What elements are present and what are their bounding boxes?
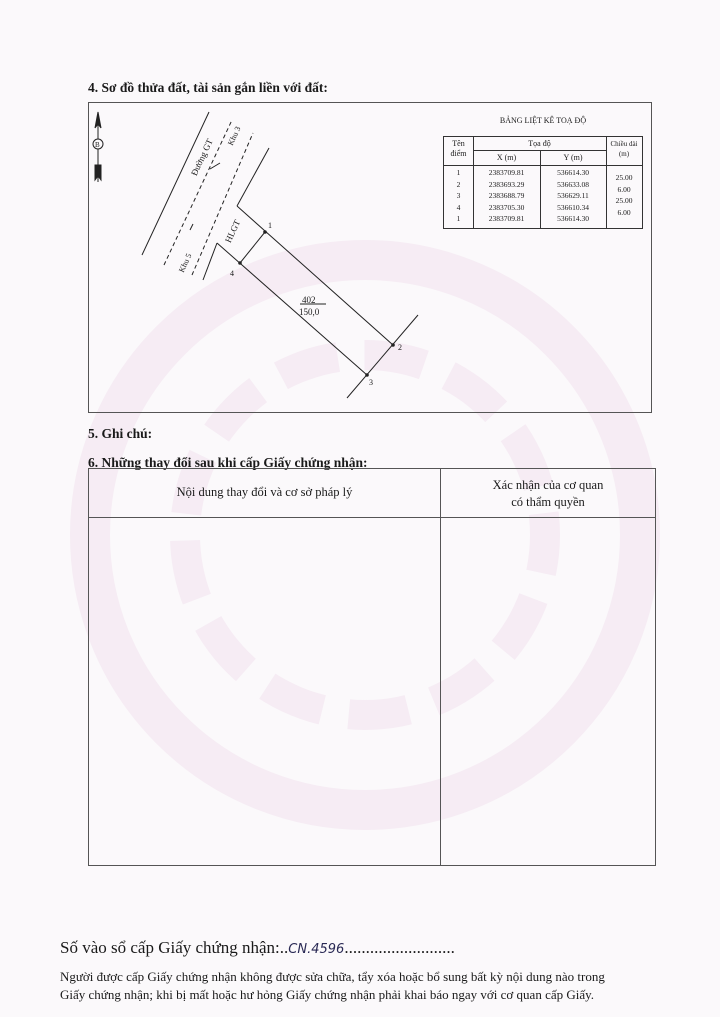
- coord-cell-point: 1: [456, 214, 461, 223]
- coord-cell-x: 2383709.81: [488, 214, 525, 223]
- direction-khu5: Khu 5: [177, 252, 194, 274]
- changes-table: [88, 468, 656, 866]
- col-header-content: Nội dung thay đổi và cơ sở pháp lý: [176, 485, 353, 499]
- coord-cell-length: 6.00: [617, 207, 631, 217]
- coord-cell-x: 2383688.79: [488, 191, 525, 200]
- direction-khu3: Khu 3: [226, 125, 243, 147]
- coord-cell-point: 3: [456, 191, 461, 200]
- point-marker-2: [391, 343, 395, 347]
- parcel-edge-2-3: [347, 315, 418, 398]
- coord-cell-y: 536610.34: [557, 202, 589, 212]
- coord-cell-point: 4: [456, 202, 461, 212]
- parcel-edge-1-2: [237, 206, 393, 345]
- point-marker-4: [238, 261, 242, 265]
- road-label: Đường GT: [189, 137, 215, 178]
- notice-line-1: Người được cấp Giấy chứng nhận không được sửa chữa, tẩy xóa hoặc bổ sung bất kỳ nội dung nào trong: [60, 969, 605, 984]
- notice: [60, 968, 700, 1004]
- coord-cell-point: 2: [456, 179, 461, 189]
- coord-cell-y: 536614.30: [557, 168, 589, 177]
- land-diagram-frame: [88, 102, 652, 413]
- boundary-upper: [237, 148, 269, 206]
- arrow-khu5: [190, 224, 193, 230]
- point-marker-3: [365, 373, 369, 377]
- point-marker-1: [263, 230, 267, 234]
- registry-dots: ..........................: [344, 938, 455, 957]
- coord-cell-y: 536614.30: [557, 214, 589, 223]
- coord-cell-length: 25.00: [615, 173, 633, 182]
- header-length: Chiều dài (m): [610, 140, 638, 158]
- point-label-3: 3: [369, 378, 373, 387]
- parcel-edge-1-4: [240, 232, 265, 263]
- point-label-1: 1: [268, 221, 272, 230]
- section6-title: 6. Những thay đổi sau khi cấp Giấy chứng nhận:: [88, 455, 368, 470]
- header-point: Tên điểm: [450, 139, 467, 158]
- parcel-area: 150,0: [299, 307, 320, 317]
- header-x: X (m): [496, 153, 517, 162]
- point-label-2: 2: [398, 343, 402, 352]
- coord-cell-x: 2383705.30: [488, 202, 525, 212]
- header-y: Y (m): [563, 153, 583, 162]
- header-coord: Tọa độ: [528, 139, 551, 148]
- coord-cell-length: 6.00: [617, 184, 631, 194]
- road-edge: [142, 112, 209, 255]
- corridor-label: HLGT: [223, 218, 243, 245]
- coord-cell-x: 2383709.81: [488, 168, 525, 177]
- coord-cell-y: 536633.08: [557, 179, 589, 189]
- registry-value-handwritten: CN.4596: [288, 942, 345, 957]
- registry-label: Số vào sổ cấp Giấy chứng nhận:..: [60, 938, 289, 957]
- col-header-confirm-1: Xác nhận của cơ quan: [492, 478, 604, 492]
- boundary-lower: [203, 243, 217, 280]
- coord-cell-y: 536629.11: [557, 191, 589, 200]
- road-dashed-1: [164, 120, 232, 265]
- north-label: B: [95, 141, 100, 149]
- coord-table: [443, 136, 643, 229]
- col-header-confirm-2: có thẩm quyền: [511, 495, 585, 509]
- point-label-4: 4: [230, 269, 234, 278]
- parcel-number: 402: [302, 295, 316, 305]
- registry-number-line: [60, 938, 680, 958]
- coord-table-title: BẢNG LIỆT KÊ TOẠ ĐỘ: [499, 116, 587, 125]
- section5-title: 5. Ghi chú:: [88, 426, 153, 441]
- arrow-khu3: [210, 163, 220, 169]
- coord-cell-x: 2383693.29: [488, 179, 525, 189]
- section4-title: 4. Sơ đồ thửa đất, tài sản gắn liền với đất:: [88, 80, 328, 95]
- notice-line-2: Giấy chứng nhận; khi bị mất hoặc hư hỏng Giấy chứng nhận phải khai báo ngay với cơ quan cấp Giấy.: [60, 987, 595, 1002]
- coord-cell-point: 1: [456, 168, 461, 177]
- coord-cell-length: 25.00: [615, 196, 633, 205]
